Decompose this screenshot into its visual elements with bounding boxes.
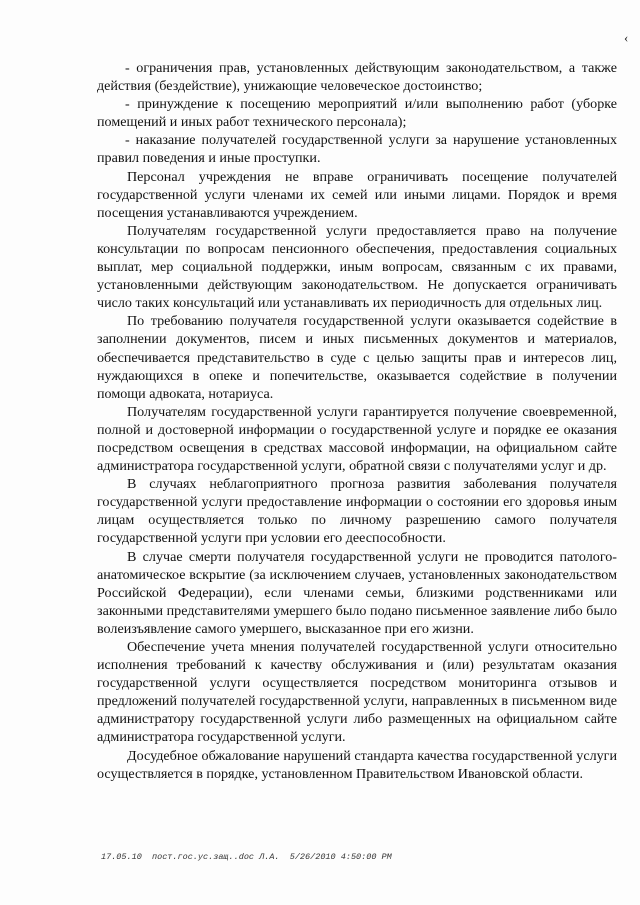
list-item-forced-attendance: - принуждение к посещению мероприятий и/или выполнению работ (уборке помещений и иных работ технического персонала);: [97, 96, 617, 131]
paragraph-information-guarantee: Получателям государственной услуги гарантируется получение своевременной, полной и достоверной информации о государственной услуге и порядке ее оказания посредством освещения в средствах массовой информации, на официальном сайте администратора государственной услуги, обратной связи с получателями услуг и др.: [97, 403, 617, 475]
paragraph-visits: Персонал учреждения не вправе ограничивать посещение получателей государственной услуги членами их семей или иными лицами. Порядок и время посещения устанавливаются учреждением.: [97, 168, 617, 221]
list-item-punishment: - наказание получателей государственной услуги за нарушение установленных правил поведения и иные проступки.: [97, 132, 617, 167]
paragraph-pretrial-appeal: Досудебное обжалование нарушений стандарта качества государственной услуги осуществляется в порядке, установленном Правительством Ивановской области.: [97, 747, 617, 782]
paragraph-document-assistance: По требованию получателя государственной услуги оказывается содействие в заполнении документов, писем и иных письменных документов и материалов, обеспечивается представительство в суде с целью защиты прав и интересов лиц, нуждающихся в опеке и попечительстве, оказывается содействие в получении помощи адвоката, нотариуса.: [97, 313, 617, 402]
corner-mark: ‹: [624, 30, 629, 45]
paragraph-monitoring-opinions: Обеспечение учета мнения получателей государственной услуги относительно исполнения требований к качеству обслуживания и (или) результатам оказания государственной услуги осуществляется посредством мониторинга отзывов и предложений получателей государственной услуги, направленных в письменном виде администратору государственной услуги либо размещенных на официальном сайте администратора государственной услуги.: [97, 639, 617, 746]
page-footer: 17.05.10 пост.гос.ус.защ..doc Л.А. 5/26/2010 4:50:00 PM: [101, 852, 392, 862]
paragraph-consultations: Получателям государственной услуги предоставляется право на получение консультации по вопросам пенсионного обеспечения, предоставления социальных выплат, мер социальной поддержки, иным вопросам, связанным с их правами, установленными действующим законодательством. Не допускается ограничивать число таких консультаций или устанавливать их периодичность для отдельных лиц.: [97, 222, 617, 312]
paragraph-health-information: В случаях неблагоприятного прогноза развития заболевания получателя государственной услуги предоставление информации о состоянии его здоровья иным лицам осуществляется только по личному разрешению самого получателя государственной услуги при условии его дееспособности.: [97, 476, 617, 547]
document-body: [97, 59, 617, 783]
list-item-restriction-of-rights: - ограничения прав, установленных действующим законодательством, а также действия (бездействие), унижающие человеческое достоинство;: [97, 60, 617, 95]
paragraph-autopsy: В случае смерти получателя государственной услуги не проводится патолого-анатомическое вскрытие (за исключением случаев, установленных законодательством Российской Федерации), если членами семьи, близкими родственниками или законными представителями умершего было подано письменное заявление либо было волеизъявление самого умершего, высказанное при его жизни.: [97, 548, 617, 637]
